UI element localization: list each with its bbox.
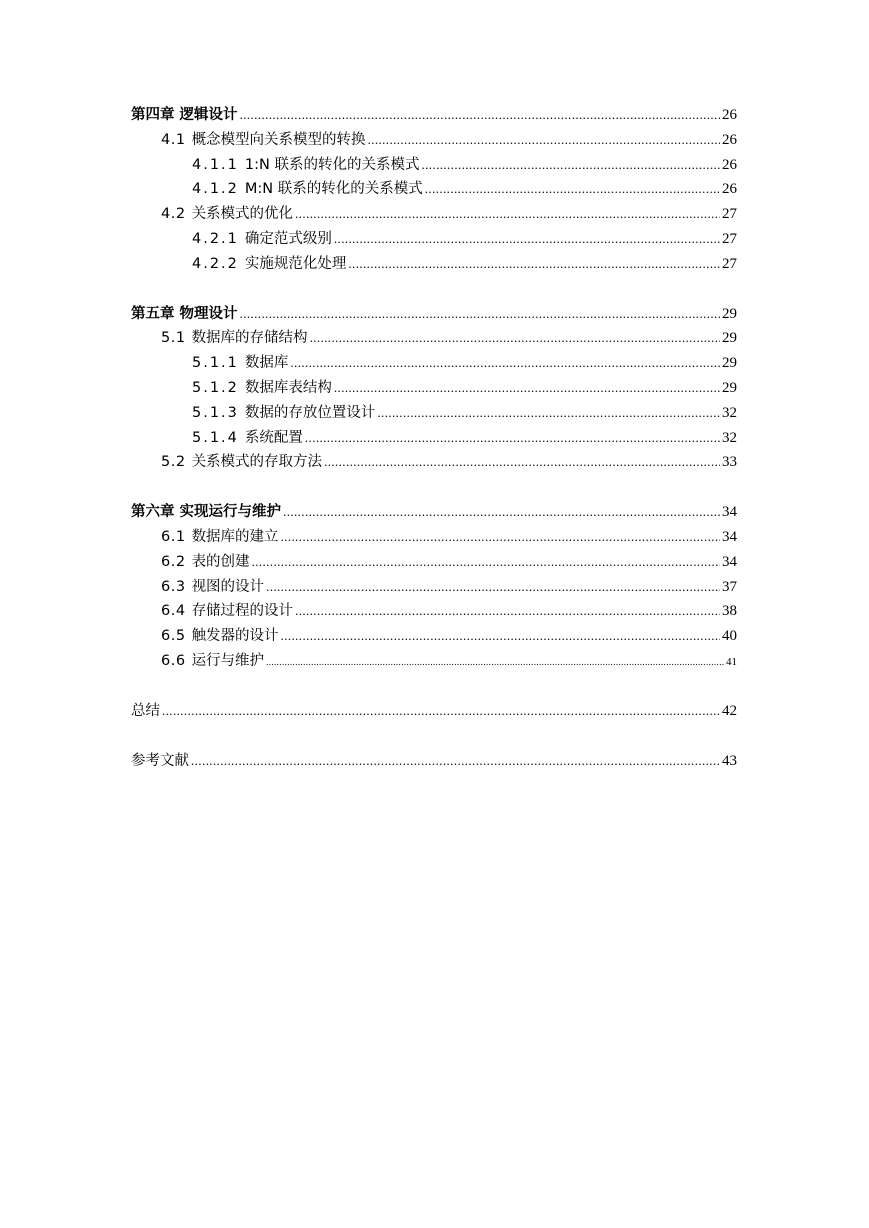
toc-leader <box>240 103 720 128</box>
toc-leader <box>305 426 720 451</box>
toc-section-number: 4.2.1 <box>192 230 239 247</box>
toc-title: 参考文献 <box>131 752 189 769</box>
toc-subsection-4-1-1[interactable] <box>131 153 737 178</box>
toc-title: 第四章 逻辑设计 <box>131 107 238 123</box>
toc-subsection-4-2-1[interactable] <box>131 227 737 252</box>
toc-title: 概念模型向关系模型的转换 <box>191 131 366 148</box>
toc-leader <box>334 227 720 252</box>
toc-leader <box>266 575 720 600</box>
toc-page-number: 26 <box>722 131 737 148</box>
toc-page-number: 38 <box>722 603 737 620</box>
toc-section-number: 6.5 <box>161 628 186 645</box>
toc-section-4-1[interactable] <box>131 128 737 153</box>
toc-section-number: 4.1.2 <box>192 181 239 198</box>
toc-page-number: 27 <box>722 230 737 247</box>
toc-subsection-5-1-3[interactable] <box>131 401 737 426</box>
toc-section-4-2[interactable] <box>131 202 737 227</box>
toc-section-number: 6.4 <box>161 603 186 620</box>
toc-section-6-6[interactable] <box>131 649 737 674</box>
toc-references[interactable] <box>131 749 737 774</box>
toc-title: 关系模式的优化 <box>191 206 294 223</box>
toc-page-number: 29 <box>722 330 737 347</box>
toc-section-number: 5.1.2 <box>192 379 239 396</box>
toc-subsection-4-1-2[interactable] <box>131 177 737 202</box>
toc-subsection-5-1-4[interactable] <box>131 426 737 451</box>
toc-section-number: 5.1.1 <box>192 355 239 372</box>
toc-leader <box>310 326 720 351</box>
toc-section-number: 5.2 <box>161 454 186 471</box>
toc-leader <box>334 376 720 401</box>
toc-title: 数据库的建立 <box>191 528 279 545</box>
toc-leader <box>281 624 720 649</box>
toc-page-number: 40 <box>722 628 737 645</box>
toc-section-5-2[interactable] <box>131 450 737 475</box>
toc-section-number: 4.1 <box>161 131 186 148</box>
toc-page-number: 32 <box>722 404 737 421</box>
toc-page-number: 37 <box>722 578 737 595</box>
toc-title: 触发器的设计 <box>191 628 279 645</box>
toc-leader <box>295 202 720 227</box>
toc-section-number: 6.6 <box>161 652 186 669</box>
toc-page-number: 26 <box>722 156 737 173</box>
toc-title: 总结 <box>131 702 160 719</box>
toc-leader <box>281 525 720 550</box>
toc-title: 数据库表结构 <box>244 379 332 396</box>
toc-title: 关系模式的存取方法 <box>191 454 323 471</box>
toc-page-number: 34 <box>722 553 737 570</box>
toc-page-number: 29 <box>722 379 737 396</box>
toc-section-number: 6.2 <box>161 553 186 570</box>
toc-chapter-6[interactable] <box>131 500 737 525</box>
toc-section-number: 6.1 <box>161 528 186 545</box>
toc-page-number: 29 <box>722 305 737 322</box>
toc-page-number: 41 <box>726 655 737 668</box>
toc-title: 数据库 <box>244 355 289 372</box>
toc-page-number: 26 <box>722 107 737 123</box>
toc-spacer <box>131 475 737 500</box>
toc-page-number: 43 <box>722 752 737 769</box>
toc-subsection-5-1-1[interactable] <box>131 351 737 376</box>
toc-summary[interactable] <box>131 699 737 724</box>
toc-leader <box>162 699 720 724</box>
toc-leader <box>266 650 724 675</box>
toc-page-number: 27 <box>722 206 737 223</box>
toc-title: 系统配置 <box>244 429 303 446</box>
toc-section-number: 5.1.4 <box>192 429 239 446</box>
toc-title: 存储过程的设计 <box>191 603 294 620</box>
toc-title: 第六章 实现运行与维护 <box>131 504 282 521</box>
toc-subsection-4-2-2[interactable] <box>131 252 737 277</box>
toc-leader <box>283 500 720 525</box>
toc-spacer <box>131 724 737 749</box>
toc-leader <box>252 550 720 575</box>
toc-leader <box>348 252 720 277</box>
table-of-contents <box>131 103 737 773</box>
toc-page-number: 29 <box>722 355 737 372</box>
toc-section-number: 4.1.1 <box>192 156 239 173</box>
toc-title: 1:N 联系的转化的关系模式 <box>244 156 420 173</box>
toc-section-number: 4.2.2 <box>192 255 239 272</box>
toc-leader <box>421 153 720 178</box>
toc-section-6-3[interactable] <box>131 575 737 600</box>
toc-title: 确定范式级别 <box>244 230 332 247</box>
toc-chapter-5[interactable] <box>131 302 737 327</box>
toc-title: 第五章 物理设计 <box>131 305 238 322</box>
toc-section-number: 6.3 <box>161 578 186 595</box>
toc-page-number: 26 <box>722 181 737 198</box>
toc-leader <box>295 599 720 624</box>
toc-title: 视图的设计 <box>191 578 265 595</box>
toc-title: 数据的存放位置设计 <box>244 404 376 421</box>
toc-title: 表的创建 <box>191 553 250 570</box>
toc-leader <box>191 749 720 774</box>
toc-section-number: 4.2 <box>161 206 186 223</box>
toc-spacer <box>131 277 737 302</box>
toc-section-number: 5.1.3 <box>192 404 239 421</box>
toc-section-6-2[interactable] <box>131 550 737 575</box>
toc-leader <box>377 401 720 426</box>
toc-page-number: 32 <box>722 429 737 446</box>
toc-section-number: 5.1 <box>161 330 186 347</box>
toc-title: 运行与维护 <box>191 652 265 669</box>
toc-section-6-1[interactable] <box>131 525 737 550</box>
toc-leader <box>425 177 720 202</box>
toc-page-number: 34 <box>722 528 737 545</box>
toc-section-6-5[interactable] <box>131 624 737 649</box>
toc-page-number: 42 <box>722 702 737 719</box>
toc-page-number: 34 <box>722 504 737 521</box>
toc-page-number: 27 <box>722 255 737 272</box>
toc-title: 数据库的存储结构 <box>191 330 308 347</box>
toc-section-5-1[interactable] <box>131 326 737 351</box>
toc-page-number: 33 <box>722 454 737 471</box>
toc-leader <box>368 128 720 153</box>
toc-leader <box>240 302 720 327</box>
toc-leader <box>290 351 720 376</box>
toc-spacer <box>131 674 737 699</box>
toc-section-6-4[interactable] <box>131 599 737 624</box>
toc-chapter-4[interactable] <box>131 103 737 128</box>
toc-title: M:N 联系的转化的关系模式 <box>244 181 423 198</box>
toc-title: 实施规范化处理 <box>244 255 347 272</box>
toc-subsection-5-1-2[interactable] <box>131 376 737 401</box>
toc-leader <box>324 450 720 475</box>
